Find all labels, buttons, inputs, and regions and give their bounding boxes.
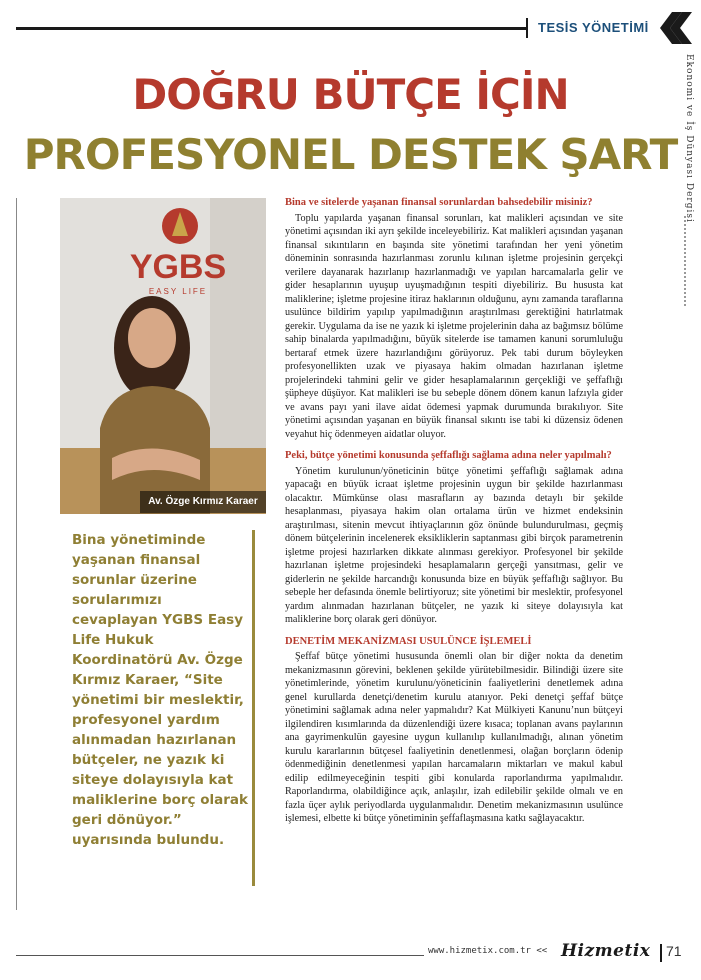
headline-line-1: DOĞRU BÜTÇE İÇİN bbox=[132, 70, 569, 119]
page-number: 71 bbox=[666, 943, 682, 959]
sign-logo: YGBS bbox=[129, 248, 227, 286]
pull-quote-text: Bina yönetiminde yaşanan finansal sorunlar üzerine sorularımızı cevaplayan YGBS Easy Life Hukuk Koordinatörü Av. Özge Kırmız Karaer, “Site yönetimi bir meslektir, profesyonel yardım alınmadan hazırlanan bütçeler, ne yazık ki siteye dolayısıyla kat maliklerine borç olarak geri dönüyor.” uyarısında bulundu. bbox=[72, 532, 249, 848]
sign-subtitle: EASY LIFE bbox=[148, 287, 208, 296]
paragraph-2: Yönetim kurulunun/yöneticinin bütçe yönetimi şeffaflığı sağlamak adına yapacağı en büyük icraat işletme projesinin uygun bir şekilde hazırlanması olacaktır. Mümkünse olası masrafların ay bazında detaylı bir şekilde hesaplanması, piyasaya hakim olan ortalama ürün ve hizmet endeksinin araştırılması, sitenin mevcut ihtiyaçlarının göz önünde bulundurulması, geçmiş dönem bütçelerinin incelenerek eksikliklerin saptanması gibi birçok parametrenin işletme projesi hazırlarken dikkate alınması gerekiyor. Profesyonel bir şekilde hazırlanan işletme projesindeki hesaplamaların gerçeği yansıtması, gelir ve giderlerin ne şekilde harcandığı konusunda bize en büyük şeffaflığı sağlıyor. Bu sebeple her defasında önemle belirtiyoruz; site yönetimi bir meslektir, profesyonel yardım alınmadan hazırlanan bütçeler, ne yazık ki siteye dolayısıyla kat maliklerine borç olarak geri dönüyor. bbox=[285, 465, 623, 625]
question-2: Peki, bütçe yönetimi konusunda şeffaflığı sağlama adına neler yapılmalı? bbox=[285, 450, 612, 461]
pull-quote bbox=[72, 530, 255, 886]
header-separator bbox=[526, 18, 528, 38]
footer-rule bbox=[16, 955, 424, 956]
portrait-illustration bbox=[60, 198, 266, 514]
paragraph-1: Toplu yapılarda yaşanan finansal sorunları, kat malikleri açısından ve site yönetimi açısından iki ayrı şekilde inceleyebiliriz. Kat malikleri açısından yaşanan finansal sıkıntıların en başında site yönetimi tarafından her yeni yönetim döneminin sonrasında hazırlanması zorunlu kılınan işletme projesinin gerçekçi verilere dayanarak hazırlanıp hazırlanmadığı ve yapılan harcamalarla gelir ve gider hesaplarının uyuşup uyuşmadığının tespiti diyebiliriz. Bu hususta kat maliklerine; işletme projesine itiraz haklarının olduğunu, aynı zamanda taraflarına usulünce bildirim yapılıp yapılmadığının araştırılması gerektiğini hatırlatmak gerekir. Uygulama da ise ne yazık ki işletme projelerinin daha az bağımsız bölüme sahip binalarda yapılmadığını, büyük sitelerde ise tamamen kanuni sorumluluğu bertaraf etmek üzere hazırlandığını görüyoruz. Pek tabi durum böyleyken profesyonellikten uzak ve piyasaya hakim olmadan hazırlanan işletme projelerindeki tahmini gelir ve gider hesaplamalarının gerçekliği ve şeffaflığı şüpheye düşüyor. Kat malikleri ise bu sebeple dönem dönem kanun lafzıyla gider ve avans payı yani ilave aidat ödemesi yapmak durumunda bırakılıyor. Site yönetimi açısından yaşanan en büyük finansal sıkıntı ise tabi ki düzensiz ödenen veyahut hiç ödenmeyen aidatlar oluyor. bbox=[285, 212, 623, 440]
question-1: Bina ve sitelerde yaşanan finansal sorunlardan bahsedebilir misiniz? bbox=[285, 197, 593, 208]
paragraph-3: Şeffaf bütçe yönetimi hususunda önemli olan bir diğer nokta da denetim mekanizmasının görevini, beklenen şekilde yürütebilmesidir. Bilindiği üzere site yönetimlerinde, yönetim kurulunu/yöneticinin faaliyetlerini denetlemek adına genel kurullarda denetçi/denetim kurulu atanıyor. Peki denetçi şeffaf bütçe yönetimini sağlamak adına neler yapmalıdır? Kat Mülkiyeti Kanunu’nun bütçeyi ilgilendiren kısımlarında da düzenlendiği üzere kısaca; toplanan avans paylarının ana gayrimenkulün gayesine uygun kullanılıp kullanılmadığı, alınan yönetim kurulu kararlarının bütçesel faaliyetinin denetlenmesi, olağan borçların ödenip ödenmediğinin denetlenmesi yapılan harcamaların miktarları ve makul kabul edilip edilmeyeceğinin tespiti gibi konularda raporlandırma yapılmalıdır. Raporlandırma, olabildiğince açık, anlaşılır, izah edilebilir şekilde olmalı ve en fazla üçer aylık periyodlarda uygulanmalıdır. Denetim mekanizmasının usulünce işlemesi, elbette ki bütçe yönetiminin şeffaflaşmasına katkı sağlayacaktır. bbox=[285, 651, 623, 824]
left-column-rule bbox=[16, 198, 17, 910]
footer-url[interactable]: www.hizmetix.com.tr << bbox=[428, 946, 548, 956]
photo-caption: Av. Özge Kırmız Karaer bbox=[140, 491, 266, 513]
subheading-denetim: DENETİM MEKANİZMASI USULÜNCE İŞLEMELİ bbox=[285, 635, 532, 647]
page-number-separator bbox=[660, 944, 662, 962]
sidebar-text: Ekonomi ve İş Dünyası Dergisi bbox=[684, 54, 694, 223]
sidebar-dotted-rule bbox=[684, 216, 688, 306]
headline-line-2: PROFESYONEL DESTEK ŞART bbox=[23, 130, 678, 179]
portrait-photo bbox=[60, 198, 266, 514]
section-label: TESİS YÖNETİMİ bbox=[538, 20, 649, 35]
footer-brand: Hizmetix bbox=[561, 941, 651, 961]
header-rule bbox=[16, 27, 526, 30]
article-body bbox=[285, 196, 623, 828]
double-chevron-left-icon bbox=[656, 12, 692, 44]
